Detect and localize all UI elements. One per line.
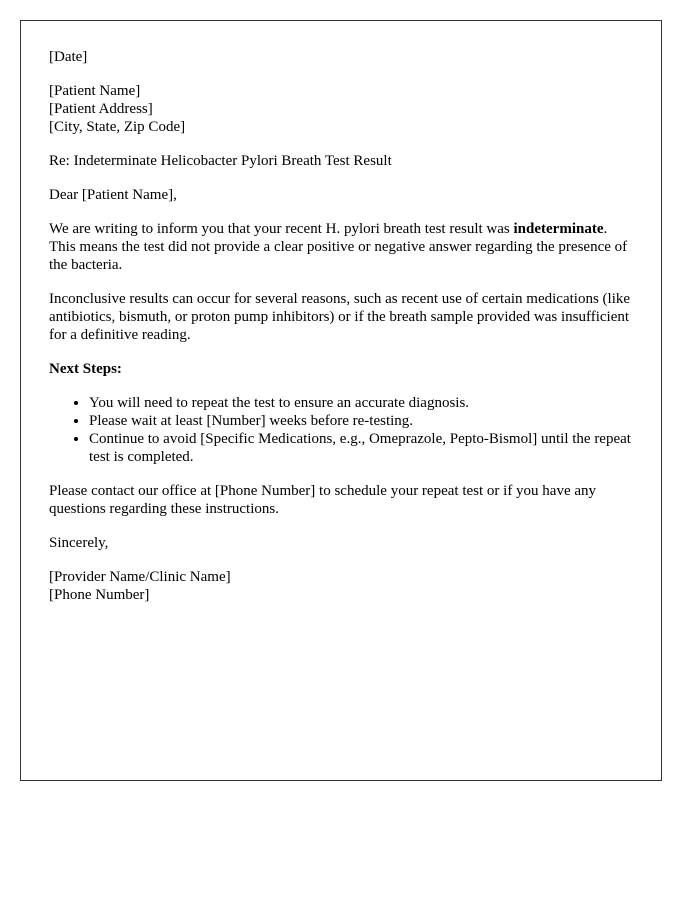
subject-line: Re: Indeterminate Helicobacter Pylori Breath Test Result [49, 153, 392, 169]
closing: Sincerely, [49, 535, 109, 551]
provider-name: [Provider Name/Clinic Name] [49, 569, 231, 585]
next-steps-heading [49, 360, 634, 378]
result-emphasis: indeterminate [513, 221, 604, 237]
letter [20, 20, 662, 781]
list-item: • Please wait at least [Number] weeks before re-testing. [89, 412, 634, 430]
patient-address: [Patient Address] [49, 101, 153, 117]
paragraph-reasons: Inconclusive results can occur for several reasons, such as recent use of certain medications (like antibiotics, bismuth, or proton pump inhibitors) or if the breath sample provided was insufficient for a definitive reading. [49, 291, 631, 343]
patient-city: [City, State, Zip Code] [49, 119, 186, 135]
signature-block [49, 568, 634, 604]
paragraph-contact: Please contact our office at [Phone Number] to schedule your repeat test or if you have any questions regarding these instructions. [49, 483, 597, 517]
date: [Date] [49, 49, 88, 65]
list-item: • Continue to avoid [Specific Medications, e.g., Omeprazole, Pepto-Bismol] until the repeat test is completed. [89, 430, 634, 466]
paragraph-result [49, 220, 634, 274]
salutation: Dear [Patient Name], [49, 187, 177, 203]
next-steps-list [49, 394, 634, 466]
list-item: • You will need to repeat the test to ensure an accurate diagnosis. [89, 394, 634, 412]
paragraph-text: . This means the test did not provide a clear positive or negative answer regarding the presence of the bacteria. [49, 221, 628, 273]
paragraph-text: We are writing to inform you that your recent H. pylori breath test result was [49, 221, 514, 237]
next-steps-heading-text: Next Steps: [49, 361, 122, 377]
recipient-block [49, 82, 634, 136]
provider-phone: [Phone Number] [49, 587, 150, 603]
patient-name: [Patient Name] [49, 83, 141, 99]
